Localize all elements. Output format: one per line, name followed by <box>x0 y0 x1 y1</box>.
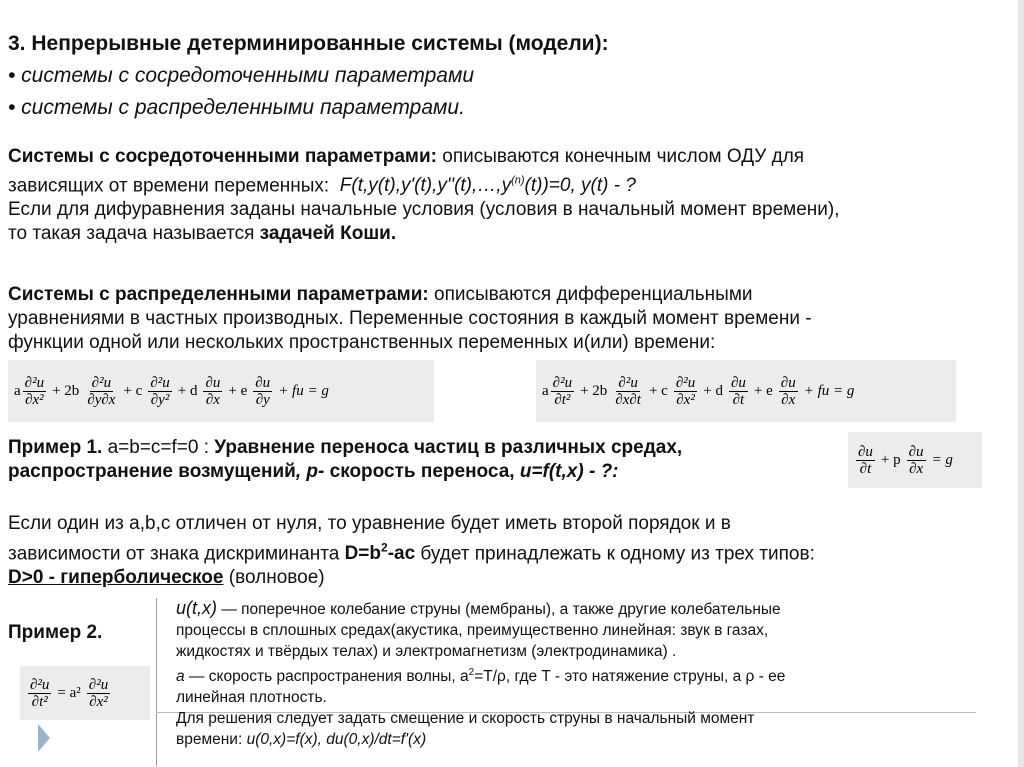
right-edge-strip <box>1018 0 1024 767</box>
example2-text: u(t,x) — поперечное колебание струны (мембраны), а также другие колебательные процессы в сплошных средах(акустика, преимущественно линейная: звук в газах, жидкостях и твёрдых телах) и электромагнетизм (электродинамика) . a — скорость распространения волны, $a^2=T/\rho$, где T - это натяжение струны, a ρ - ее линейная плотность. Для решения следует задать смещение и скорость струны в начальный момент времени: u(0,x)=f(x), du(0,x)/dt=f'(x) <box>176 598 786 749</box>
bullet-distributed: • системы с распределенными параметрами. <box>8 96 465 119</box>
cauchy-term: задачей Коши. <box>259 223 397 245</box>
example1-condition: a=b=c=f=0 : <box>102 437 215 458</box>
example1-question: u=f(t,x) - ?: <box>519 461 619 482</box>
distributed-line2: уравнениями в частных производных. Переменные состояния в каждый момент времени - <box>8 308 812 329</box>
cauchy-line1: Если для дифуравнения заданы начальные условия (условия в начальный момент времени), <box>8 199 840 221</box>
lumped-lead: Системы с сосредоточенными параметрами: <box>8 146 437 167</box>
cauchy-line2: то такая задача называется <box>8 223 260 245</box>
distributed-text1: описываются дифференциальными <box>428 284 753 305</box>
lumped-paragraph <box>8 145 1018 246</box>
example2-label: Пример 2. <box>8 622 103 643</box>
initial-conditions: u(0,x)=f(x), du(0,x)/dt=f'(x) <box>246 731 427 749</box>
page-title: 3. Непрерывные детерминированные системы (модели): <box>8 32 609 55</box>
classification-line1: Если один из a,b,c отличен от нуля, то уравнение будет иметь второй порядок и в <box>8 513 731 534</box>
hyperbolic-type: D>0 - гиперболическое <box>8 567 224 589</box>
pde-time-formula: a $\frac{\text{∂²u}}{\text{∂t²}}$ + 2b $\frac{\text{∂²u}}{\partial x\partial t}$ + c $\frac{\text{∂²u}}{\text{∂x²}}$ + d $\frac{\partial u}{\partial t}$ + e $\frac{\partial u}{\partial x}$ + fu = g <box>536 360 956 422</box>
distributed-lead: Системы с распределенными параметрами: <box>8 284 429 305</box>
example1-block: Пример 1. a=b=c=f=0 : Уравнение переноса частиц в различных средах, распространение возмущений, p- скорость переноса, u=f(t,x) - ?: <box>8 437 683 482</box>
lumped-text1: описываются конечным числом ОДУ для <box>436 146 805 167</box>
distributed-line3: функции одной или нескольких пространственных переменных и(или) времени: <box>8 332 716 353</box>
discriminant: $D=b^2-ac$ <box>344 541 416 565</box>
transport-formula: $\frac{\partial u}{\partial t}$ + p $\frac{\partial u}{\partial x}$ = g <box>848 432 982 488</box>
distributed-paragraph <box>8 283 1018 355</box>
example1-title: Уравнение переноса частиц в различных средах, <box>214 437 683 458</box>
bullet-lumped: • системы с сосредоточенными параметрами <box>8 64 475 87</box>
corner-arrow-icon <box>0 712 60 767</box>
classification-paragraph: Если один из a,b,c отличен от нуля, то уравнение будет иметь второй порядок и в зависимости от знака дискриминанта $D=b^2-ac$ будет принадлежать к одному из трех типов: D>0 - гиперболическое (волновое) <box>8 512 1018 590</box>
utx-term: u(t,x) <box>176 598 218 618</box>
wave-formula: $\frac{\text{∂²u}}{\text{∂t²}}$ = a² $\frac{\text{∂²u}}{\text{∂x²}}$ <box>20 666 150 720</box>
divider-vertical <box>156 598 157 766</box>
example1-label: Пример 1. <box>8 437 103 458</box>
ode-formula: $F(t,y(t),y'(t),y''(t),\dots,y^{(n)}(t))=0$, y(t) - ? <box>339 175 636 197</box>
lumped-text2: зависящих от времени переменных: <box>8 175 330 197</box>
pde-spatial-formula: a $\frac{\text{∂²u}}{\text{∂x²}}$ + 2b $\frac{\text{∂²u}}{\partial y\partial x}$ + c $\frac{\text{∂²u}}{\text{∂y²}}$ + d $\frac{\partial u}{\partial x}$ + e $\frac{\partial u}{\partial y}$ + fu = g <box>8 360 434 422</box>
